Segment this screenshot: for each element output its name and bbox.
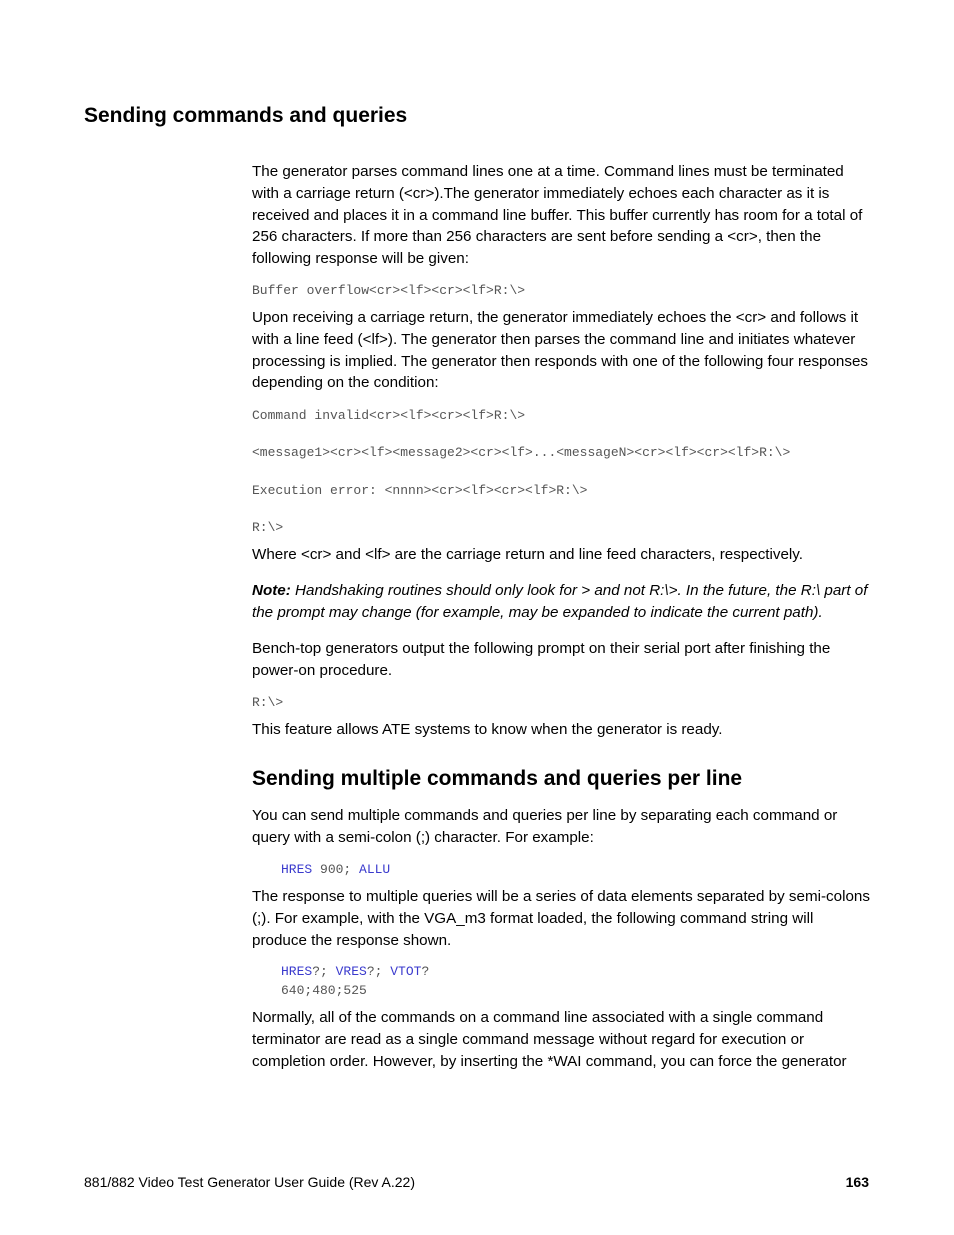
code-argument: 900; — [312, 862, 360, 877]
code-buffer-overflow: Buffer overflow<cr><lf><cr><lf>R:\> — [252, 283, 526, 298]
code-keyword-hres: HRES — [281, 964, 313, 979]
code-prompt: R:\> — [252, 695, 284, 710]
note-text: Handshaking routines should only look for > and not R:\>. In the future, the R:\ part of the prompt may change (for example, may be expanded to indicate the current path). — [252, 582, 868, 621]
note-label: Note: — [252, 582, 291, 599]
paragraph-cr-lf: Where <cr> and <lf> are the carriage return and line feed characters, respectively. — [252, 546, 803, 563]
subsection-heading: Sending multiple commands and queries per line — [252, 767, 743, 790]
code-keyword-vres: VRES — [335, 964, 367, 979]
code-keyword-vtot: VTOT — [390, 964, 422, 979]
code-separator: ?; — [312, 964, 336, 979]
code-example-commands — [281, 860, 390, 879]
page-number: 163 — [845, 1174, 869, 1190]
code-separator: ? — [421, 964, 430, 979]
paragraph-multiple-queries: The response to multiple queries will be a series of data elements separated by semi-colons (;). For example, with the VGA_m3 format loaded, the following command string will produce the response shown. — [252, 888, 870, 949]
code-execution-error: Execution error: <nnnn><cr><lf><cr><lf>R:\> — [252, 483, 588, 498]
paragraph-ate: This feature allows ATE systems to know when the generator is ready. — [252, 721, 723, 738]
paragraph-wai: Normally, all of the commands on a command line associated with a single command terminator are read as a single command message without regard for execution or completion order. However, by inserting the *WAI command, you can force the generator — [252, 1009, 847, 1070]
code-separator: ?; — [366, 964, 391, 979]
paragraph-bench-top: Bench-top generators output the following prompt on their serial port after finishing the power-on procedure. — [252, 640, 831, 679]
note — [252, 580, 872, 624]
code-keyword-hres: HRES — [281, 862, 313, 877]
code-example-queries — [281, 962, 429, 981]
code-keyword-allu: ALLU — [359, 862, 391, 877]
paragraph-carriage-return: Upon receiving a carriage return, the generator immediately echoes the <cr> and follows it with a line feed (<lf>). The generator then parses the command line and initiates whatever processing is implied. The generator then responds with one of the following four responses depending on the condition: — [252, 309, 869, 392]
code-example-response: 640;480;525 — [281, 983, 367, 998]
footer-title: 881/882 Video Test Generator User Guide (Rev A.22) — [84, 1174, 416, 1190]
section-heading: Sending commands and queries — [84, 104, 408, 127]
code-messages: <message1><cr><lf><message2><cr><lf>...<messageN><cr><lf><cr><lf>R:\> — [252, 445, 791, 460]
paragraph-multiple-commands: You can send multiple commands and queries per line by separating each command or query with a semi-colon (;) character. For example: — [252, 807, 838, 846]
code-command-invalid: Command invalid<cr><lf><cr><lf>R:\> — [252, 408, 526, 423]
code-prompt-response: R:\> — [252, 520, 284, 535]
paragraph-parsing: The generator parses command lines one at a time. Command lines must be terminated with a carriage return (<cr>).The generator immediately echoes each character as it is received and places it in a command line buffer. This buffer currently has room for a total of 256 characters. If more than 256 characters are sent before sending a <cr>, then the following response will be given: — [252, 163, 863, 268]
